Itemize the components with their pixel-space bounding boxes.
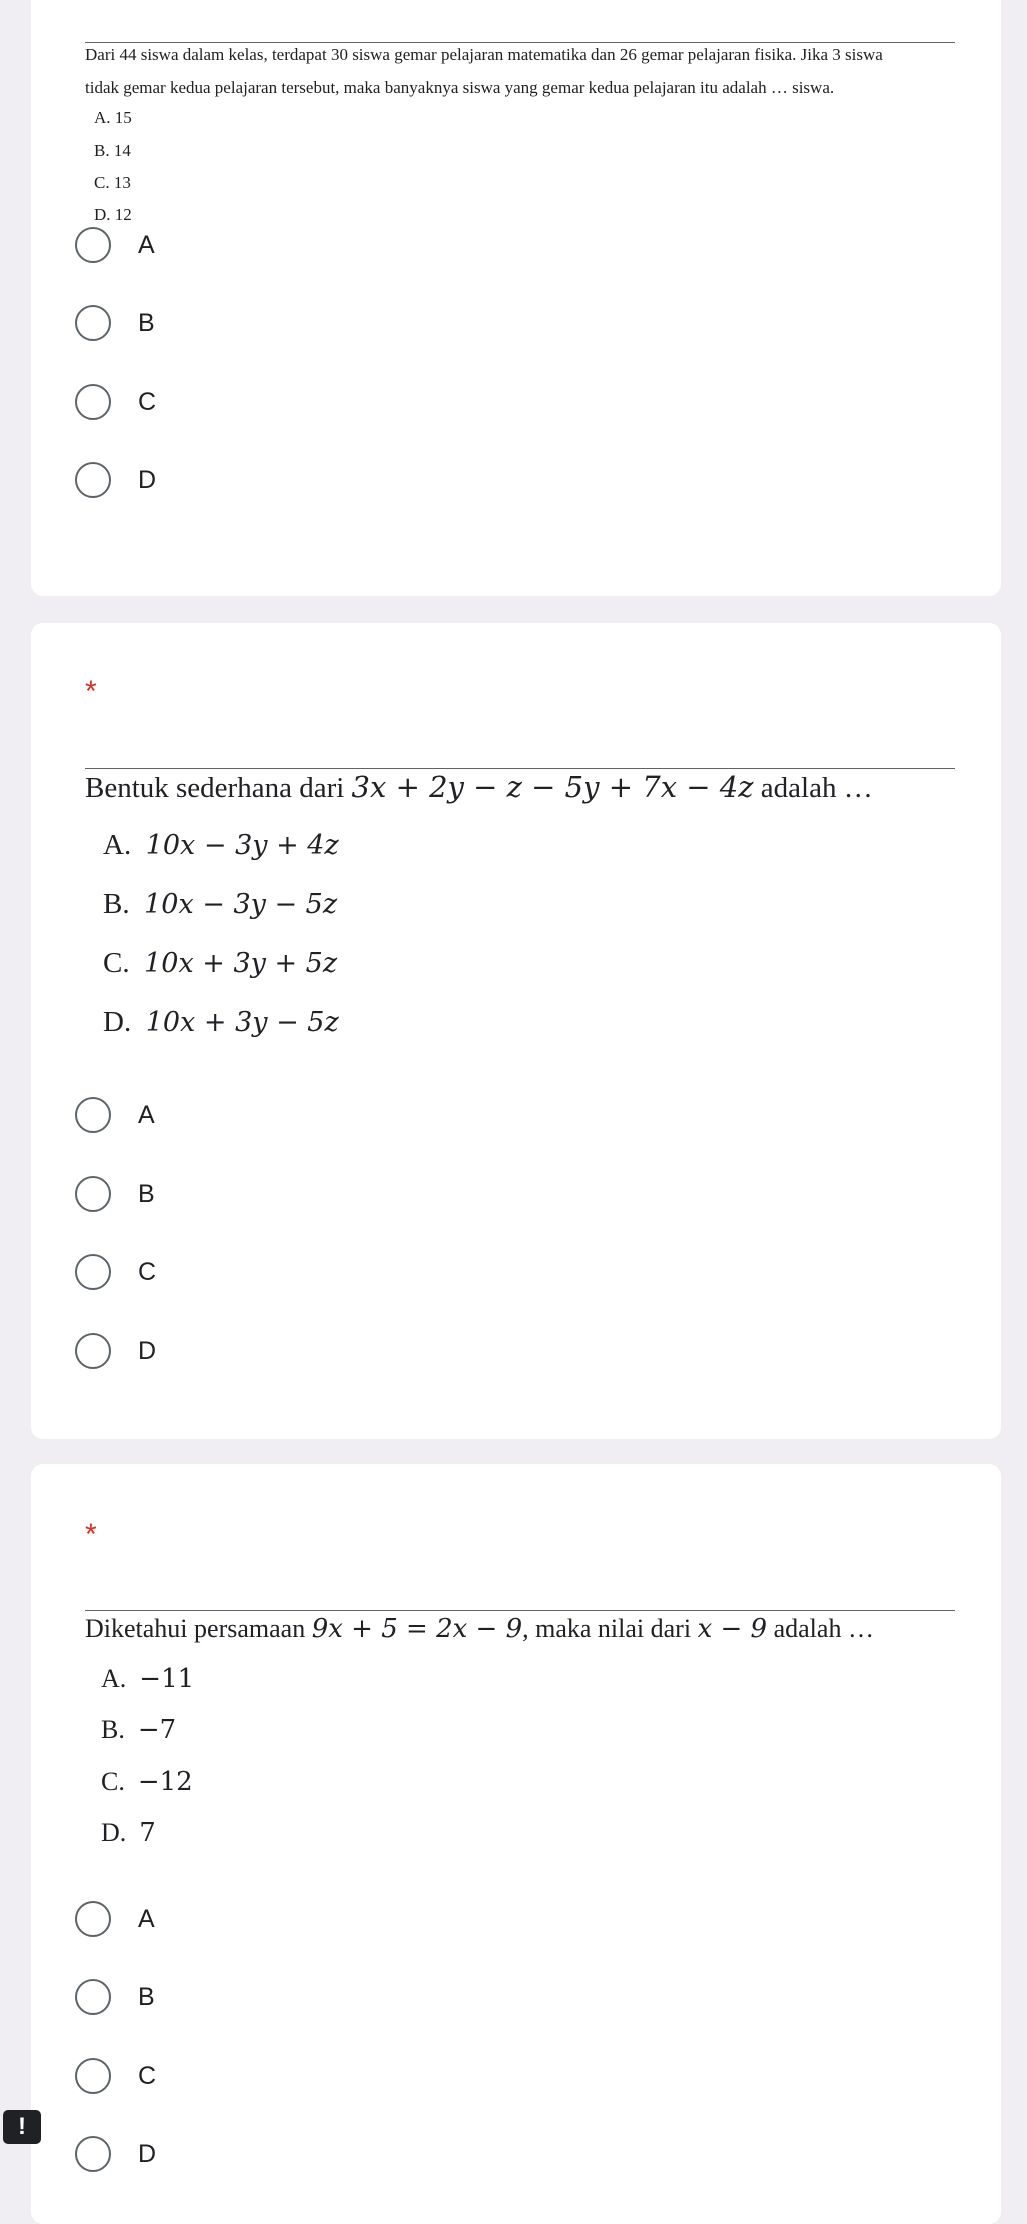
question-card-3 (31, 1464, 1001, 2224)
option-text-d: D. 12 (94, 205, 132, 224)
option-text-c: C. 13 (94, 173, 131, 192)
option-text-c (101, 1767, 193, 1797)
radio-choice-a[interactable] (75, 220, 375, 270)
radio-choice-b[interactable] (75, 1972, 375, 2022)
radio-circle[interactable] (75, 305, 111, 341)
option-text-a (103, 829, 339, 862)
radio-label: B (138, 1179, 155, 1208)
question-suffix: adalah … (753, 772, 873, 804)
question-suffix: adalah … (767, 1614, 874, 1643)
radio-choice-d[interactable] (75, 1326, 375, 1376)
radio-label: A (138, 1904, 155, 1933)
radio-label: D (138, 465, 157, 494)
radio-label: C (138, 2061, 157, 2090)
option-text-d (103, 1006, 339, 1039)
question-middle: , maka nilai dari (522, 1614, 698, 1643)
radio-label: D (138, 2139, 157, 2168)
option-letter: D. (103, 1006, 132, 1038)
radio-circle[interactable] (75, 227, 111, 263)
radio-choice-c[interactable] (75, 377, 375, 427)
option-math: −7 (137, 1715, 177, 1745)
option-text-a: A. 15 (94, 108, 132, 127)
option-math: 7 (139, 1818, 156, 1848)
question-text (85, 770, 873, 805)
option-letter: C. (103, 947, 130, 979)
option-math: 10x − 3y − 5z (144, 889, 338, 920)
question-text-line-2: tidak gemar kedua pelajaran tersebut, maka banyaknya siswa yang gemar kedua pelajaran itu adalah … siswa. (85, 78, 835, 97)
radio-choice-b[interactable] (75, 298, 375, 348)
required-asterisk: * (85, 675, 97, 708)
option-letter: B. (101, 1715, 125, 1744)
question-card-2 (31, 623, 1001, 1439)
option-letter: D. (101, 1818, 127, 1847)
radio-label: A (138, 1100, 155, 1129)
option-math: 10x + 3y + 5z (144, 948, 338, 979)
question-prefix: Bentuk sederhana dari (85, 772, 352, 804)
radio-circle[interactable] (75, 462, 111, 498)
radio-label: C (138, 1257, 157, 1286)
option-letter: A. (103, 829, 132, 861)
question-divider (85, 768, 955, 769)
radio-label: D (138, 1336, 157, 1365)
radio-circle[interactable] (75, 1254, 111, 1290)
radio-circle[interactable] (75, 1097, 111, 1133)
option-text-c (103, 947, 337, 980)
question-math-2: x − 9 (697, 1614, 768, 1644)
radio-choice-c[interactable] (75, 2051, 375, 2101)
alert-icon[interactable]: ! (3, 2110, 41, 2144)
option-letter: A. (101, 1664, 127, 1693)
radio-label: A (138, 230, 155, 259)
question-divider (85, 42, 955, 43)
option-text-b (101, 1715, 176, 1745)
question-math-1: 9x + 5 = 2x − 9 (311, 1614, 523, 1644)
radio-label: B (138, 308, 155, 337)
radio-circle[interactable] (75, 2058, 111, 2094)
radio-circle[interactable] (75, 2136, 111, 2172)
radio-choice-d[interactable] (75, 2129, 375, 2179)
question-card-1 (31, 0, 1001, 596)
radio-circle[interactable] (75, 384, 111, 420)
radio-choice-d[interactable] (75, 455, 375, 505)
option-text-d (101, 1818, 156, 1848)
option-math: 10x − 3y + 4z (145, 830, 339, 861)
question-math: 3x + 2y − z − 5y + 7x − 4z (351, 770, 754, 804)
radio-circle[interactable] (75, 1333, 111, 1369)
radio-choice-a[interactable] (75, 1090, 375, 1140)
question-text-line-1: Dari 44 siswa dalam kelas, terdapat 30 siswa gemar pelajaran matematika dan 26 gemar pelajaran fisika. Jika 3 siswa (85, 45, 883, 64)
radio-circle[interactable] (75, 1979, 111, 2015)
question-prefix: Diketahui persamaan (85, 1614, 312, 1643)
radio-choice-c[interactable] (75, 1247, 375, 1297)
option-text-b: B. 14 (94, 141, 131, 160)
required-asterisk: * (85, 1518, 97, 1551)
question-text (85, 1614, 874, 1644)
option-math: −12 (137, 1767, 193, 1797)
option-letter: B. (103, 888, 130, 920)
radio-label: B (138, 1982, 155, 2011)
option-text-a (101, 1664, 194, 1694)
option-text-b (103, 888, 337, 921)
radio-choice-b[interactable] (75, 1169, 375, 1219)
radio-circle[interactable] (75, 1176, 111, 1212)
option-math: 10x + 3y − 5z (145, 1007, 339, 1038)
question-divider (85, 1610, 955, 1611)
radio-label: C (138, 387, 157, 416)
radio-choice-a[interactable] (75, 1894, 375, 1944)
option-letter: C. (101, 1767, 125, 1796)
radio-circle[interactable] (75, 1901, 111, 1937)
option-math: −11 (139, 1664, 195, 1694)
